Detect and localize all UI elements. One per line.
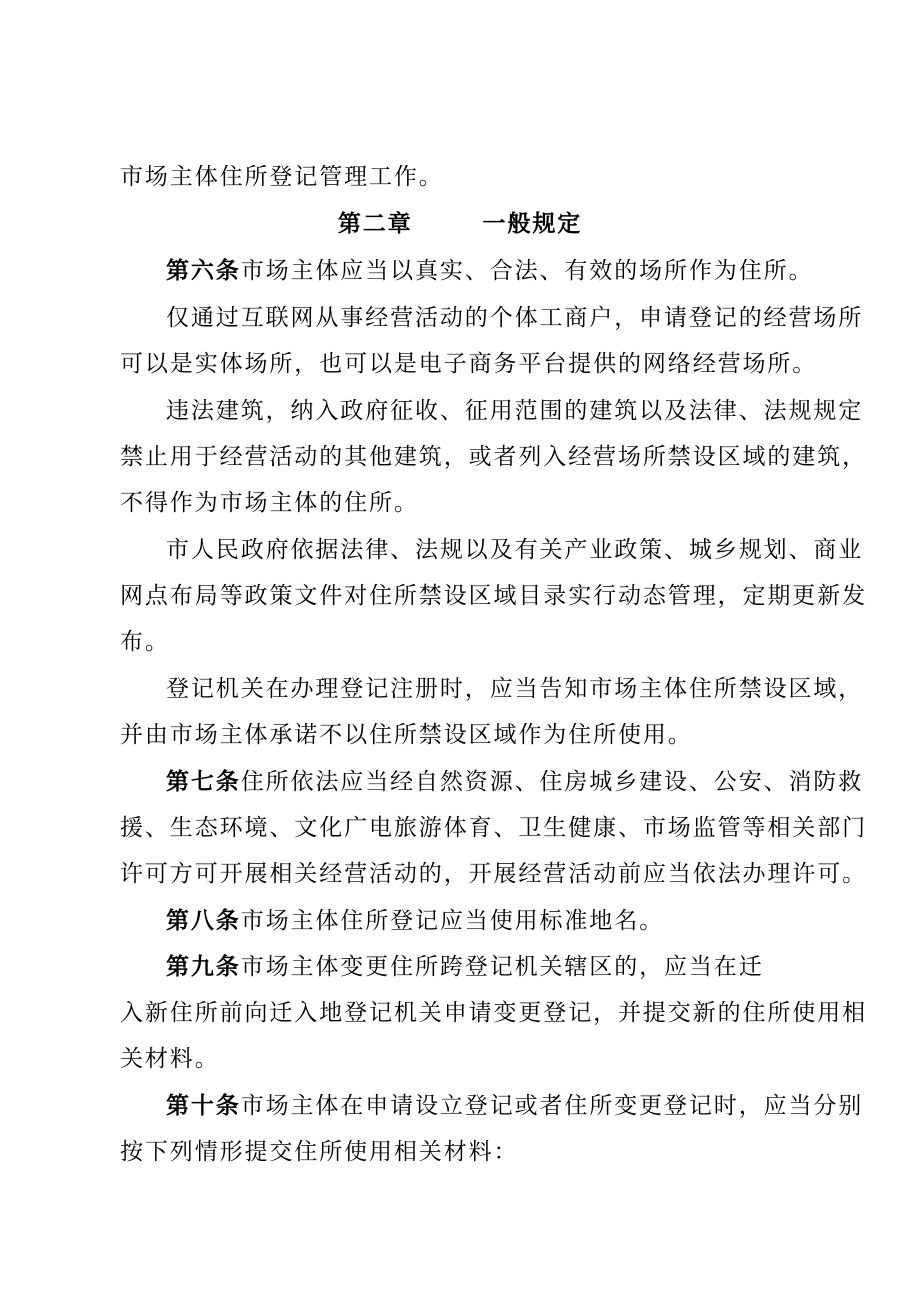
paragraph-line: 许可方可开展相关经营活动的，开展经营活动前应当依法办理许可。 [120, 861, 867, 887]
paragraph-line: 市场主体住所登记管理工作。 [120, 164, 444, 190]
paragraph-line: 不得作为市场主体的住所。 [120, 490, 419, 516]
article-7 [166, 768, 864, 796]
paragraph-line: 可以是实体场所，也可以是电子商务平台提供的网络经营场所。 [120, 351, 818, 377]
paragraph-line: 禁止用于经营活动的其他建筑，或者列入经营场所禁设区域的建筑， [120, 444, 867, 470]
article-8-label: 第八条 [166, 907, 241, 934]
article-8-text: 市场主体住所登记应当使用标准地名。 [240, 908, 665, 934]
paragraph-line: 关材料。 [120, 1046, 220, 1072]
article-9 [166, 953, 810, 981]
article-10 [166, 1092, 864, 1120]
article-9-label: 第九条 [166, 953, 241, 980]
paragraph-line: 违法建筑，纳入政府征收、征用范围的建筑以及法律、法规规定 [166, 398, 864, 424]
paragraph-line: 援、生态环境、文化广电旅游体育、卫生健康、市场监管等相关部门 [120, 815, 867, 841]
paragraph-line: 按下列情形提交住所使用相关材料： [120, 1139, 519, 1165]
article-6-text: 市场主体应当以真实、合法、有效的场所作为住所。 [240, 258, 814, 284]
article-7-text: 住所依法应当经自然资源、住房城乡建设、公安、消防救 [240, 769, 864, 795]
chapter-number: 第二章 [337, 210, 413, 237]
article-10-text: 市场主体在申请设立登记或者住所变更登记时，应当分别 [240, 1093, 864, 1119]
paragraph-line: 并由市场主体承诺不以住所禁设区域作为住所使用。 [120, 722, 693, 748]
paragraph-line: 网点布局等政策文件对住所禁设区域目录实行动态管理，定期更新发 [120, 583, 867, 609]
article-10-label: 第十条 [166, 1092, 241, 1119]
article-6-label: 第六条 [166, 257, 241, 284]
article-9-text: 市场主体变更住所跨登记机关辖区的，应当在迁 [240, 954, 764, 980]
article-7-label: 第七条 [166, 768, 241, 795]
article-8 [166, 907, 810, 935]
paragraph-line: 布。 [120, 629, 170, 655]
paragraph-line: 登记机关在办理登记注册时，应当告知市场主体住所禁设区域， [166, 676, 864, 702]
chapter-heading [0, 210, 920, 238]
paragraph-line: 入新住所前向迁入地登记机关申请变更登记，并提交新的住所使用相 [120, 1000, 867, 1026]
chapter-title: 一般规定 [482, 210, 583, 237]
paragraph-line: 仅通过互联网从事经营活动的个体工商户，申请登记的经营场所 [166, 305, 864, 331]
paragraph-line: 市人民政府依据法律、法规以及有关产业政策、城乡规划、商业 [166, 537, 864, 563]
article-6 [166, 257, 814, 285]
